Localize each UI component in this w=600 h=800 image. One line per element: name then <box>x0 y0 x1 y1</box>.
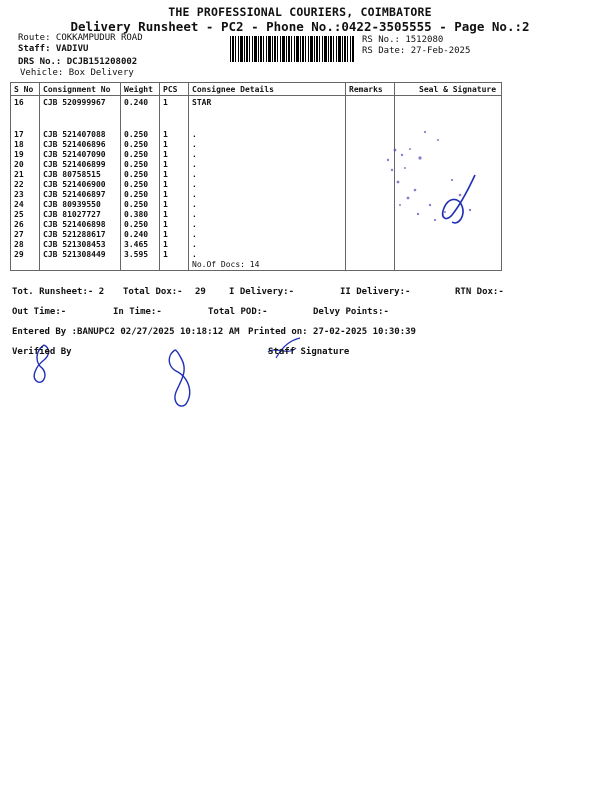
cell-sno: 29 <box>11 250 40 260</box>
cell-sno: 23 <box>11 190 40 200</box>
cell-consignment-no: CJB 521406897 <box>40 190 121 200</box>
cell-empty <box>160 260 189 271</box>
col-remarks: Remarks <box>346 83 395 96</box>
cell-weight: 0.250 <box>121 170 160 180</box>
cell-sno: 17 <box>11 130 40 140</box>
cell-consignee: . <box>189 240 346 250</box>
rs-number: RS No.: 1512080 <box>362 35 444 45</box>
cell-seal <box>395 170 502 180</box>
cell-consignment-no: CJB 80758515 <box>40 170 121 180</box>
cell-pcs: 1 <box>160 250 189 260</box>
table-row <box>11 130 502 140</box>
cell-pcs: 1 <box>160 96 189 131</box>
cell-weight: 3.465 <box>121 240 160 250</box>
table-row <box>11 210 502 220</box>
table-row <box>11 240 502 250</box>
cell-sno: 16 <box>11 96 40 131</box>
cell-sno: 18 <box>11 140 40 150</box>
table-row <box>11 230 502 240</box>
cell-remarks <box>346 200 395 210</box>
cell-consignee: . <box>189 140 346 150</box>
cell-consignment-no: CJB 521407090 <box>40 150 121 160</box>
table-row <box>11 96 502 131</box>
cell-sno: 25 <box>11 210 40 220</box>
cell-consignee: . <box>189 170 346 180</box>
cell-remarks <box>346 96 395 131</box>
in-time: In Time:- <box>113 307 162 317</box>
cell-weight: 3.595 <box>121 250 160 260</box>
verified-by: Verified By <box>12 347 72 357</box>
cell-consignee: . <box>189 230 346 240</box>
cell-remarks <box>346 240 395 250</box>
cell-consignee: . <box>189 150 346 160</box>
cell-consignee: . <box>189 130 346 140</box>
table-row <box>11 250 502 260</box>
col-pcs: PCS <box>160 83 189 96</box>
cell-remarks <box>346 250 395 260</box>
table-row <box>11 150 502 160</box>
out-time: Out Time:- <box>12 307 67 317</box>
consignment-table <box>10 82 502 271</box>
cell-consignee: . <box>189 250 346 260</box>
table-row <box>11 180 502 190</box>
col-seal: Seal & Signature <box>395 83 502 96</box>
cell-sno: 27 <box>11 230 40 240</box>
col-sno: S No <box>11 83 40 96</box>
ii-delivery: II Delivery:- <box>340 287 411 297</box>
cell-seal <box>395 250 502 260</box>
staff: Staff: VADIVU <box>18 44 89 54</box>
table-row <box>11 190 502 200</box>
cell-consignment-no: CJB 521406900 <box>40 180 121 190</box>
cell-pcs: 1 <box>160 190 189 200</box>
cell-seal <box>395 150 502 160</box>
table-row <box>11 140 502 150</box>
cell-seal <box>395 220 502 230</box>
col-consignee: Consignee Details <box>189 83 346 96</box>
cell-pcs: 1 <box>160 170 189 180</box>
cell-consignee: . <box>189 160 346 170</box>
cell-remarks <box>346 190 395 200</box>
cell-consignment-no: CJB 521406898 <box>40 220 121 230</box>
cell-pcs: 1 <box>160 200 189 210</box>
cell-weight: 0.250 <box>121 180 160 190</box>
table-row <box>11 220 502 230</box>
cell-empty <box>40 260 121 271</box>
cell-remarks <box>346 180 395 190</box>
printed-on: Printed on: 27-02-2025 10:30:39 <box>248 327 416 337</box>
cell-seal <box>395 230 502 240</box>
total-pod: Total POD:- <box>208 307 268 317</box>
cell-empty <box>395 260 502 271</box>
i-delivery: I Delivery:- <box>229 287 295 297</box>
center-signature <box>169 350 189 406</box>
cell-weight: 0.250 <box>121 130 160 140</box>
cell-seal <box>395 190 502 200</box>
cell-consignment-no: CJB 521406896 <box>40 140 121 150</box>
cell-empty <box>346 260 395 271</box>
cell-seal <box>395 200 502 210</box>
cell-remarks <box>346 150 395 160</box>
table-row <box>11 160 502 170</box>
cell-pcs: 1 <box>160 220 189 230</box>
cell-weight: 0.250 <box>121 200 160 210</box>
cell-remarks <box>346 130 395 140</box>
cell-sno: 28 <box>11 240 40 250</box>
total-dox-value: 29 <box>195 287 206 297</box>
cell-consignee: . <box>189 220 346 230</box>
cell-weight: 0.380 <box>121 210 160 220</box>
cell-consignee: . <box>189 190 346 200</box>
cell-weight: 0.250 <box>121 150 160 160</box>
cell-weight: 0.250 <box>121 220 160 230</box>
cell-consignee: . <box>189 180 346 190</box>
cell-pcs: 1 <box>160 140 189 150</box>
cell-seal <box>395 180 502 190</box>
delvy-points: Delvy Points:- <box>313 307 389 317</box>
cell-consignment-no: CJB 521407088 <box>40 130 121 140</box>
cell-consignee: STAR <box>189 96 346 131</box>
table-row <box>11 170 502 180</box>
cell-sno: 21 <box>11 170 40 180</box>
cell-pcs: 1 <box>160 180 189 190</box>
cell-seal <box>395 130 502 140</box>
cell-consignment-no: CJB 521288617 <box>40 230 121 240</box>
vehicle: Vehicle: Box Delivery <box>20 68 134 78</box>
cell-pcs: 1 <box>160 230 189 240</box>
cell-consignment-no: CJB 521406899 <box>40 160 121 170</box>
docs-count: No.Of Docs: 14 <box>189 260 346 271</box>
table-header-row <box>11 83 502 96</box>
table-row-docs <box>11 260 502 271</box>
cell-sno: 26 <box>11 220 40 230</box>
cell-sno: 22 <box>11 180 40 190</box>
table-row <box>11 200 502 210</box>
company-title: THE PROFESSIONAL COURIERS, COIMBATORE <box>168 5 432 19</box>
cell-weight: 0.240 <box>121 96 160 131</box>
cell-weight: 0.240 <box>121 230 160 240</box>
entered-by: Entered By :BANUPC2 02/27/2025 10:18:12 AM <box>12 327 240 337</box>
cell-seal <box>395 96 502 131</box>
cell-consignment-no: CJB 80939550 <box>40 200 121 210</box>
cell-sno: 19 <box>11 150 40 160</box>
cell-pcs: 1 <box>160 150 189 160</box>
cell-remarks <box>346 140 395 150</box>
cell-seal <box>395 240 502 250</box>
cell-seal <box>395 210 502 220</box>
cell-consignment-no: CJB 520999967 <box>40 96 121 131</box>
cell-consignment-no: CJB 521308453 <box>40 240 121 250</box>
cell-weight: 0.250 <box>121 190 160 200</box>
cell-remarks <box>346 170 395 180</box>
col-consignment: Consignment No <box>40 83 121 96</box>
cell-remarks <box>346 160 395 170</box>
cell-pcs: 1 <box>160 130 189 140</box>
barcode <box>230 36 354 62</box>
drs-number: DRS No.: DCJB151208002 <box>18 57 138 67</box>
cell-consignment-no: CJB 521308449 <box>40 250 121 260</box>
rtn-dox: RTN Dox:- <box>455 287 504 297</box>
total-dox: Total Dox:- <box>123 287 183 297</box>
cell-consignee: . <box>189 200 346 210</box>
cell-seal <box>395 160 502 170</box>
cell-remarks <box>346 210 395 220</box>
cell-pcs: 1 <box>160 210 189 220</box>
runsheet-subtitle: Delivery Runsheet - PC2 - Phone No.:0422-3505555 - Page No.:2 <box>70 19 530 34</box>
cell-empty <box>121 260 160 271</box>
cell-remarks <box>346 220 395 230</box>
cell-seal <box>395 140 502 150</box>
tot-runsheet: Tot. Runsheet:- 2 <box>12 287 105 297</box>
cell-weight: 0.250 <box>121 140 160 150</box>
cell-sno: 24 <box>11 200 40 210</box>
staff-signature: Staff Signature <box>268 347 350 357</box>
col-weight: Weight <box>121 83 160 96</box>
cell-empty <box>11 260 40 271</box>
cell-pcs: 1 <box>160 160 189 170</box>
route: Route: COKKAMPUDUR ROAD <box>18 33 143 43</box>
cell-pcs: 1 <box>160 240 189 250</box>
cell-sno: 20 <box>11 160 40 170</box>
cell-remarks <box>346 230 395 240</box>
cell-weight: 0.250 <box>121 160 160 170</box>
cell-consignment-no: CJB 81027727 <box>40 210 121 220</box>
cell-consignee: . <box>189 210 346 220</box>
rs-date: RS Date: 27-Feb-2025 <box>362 46 471 56</box>
